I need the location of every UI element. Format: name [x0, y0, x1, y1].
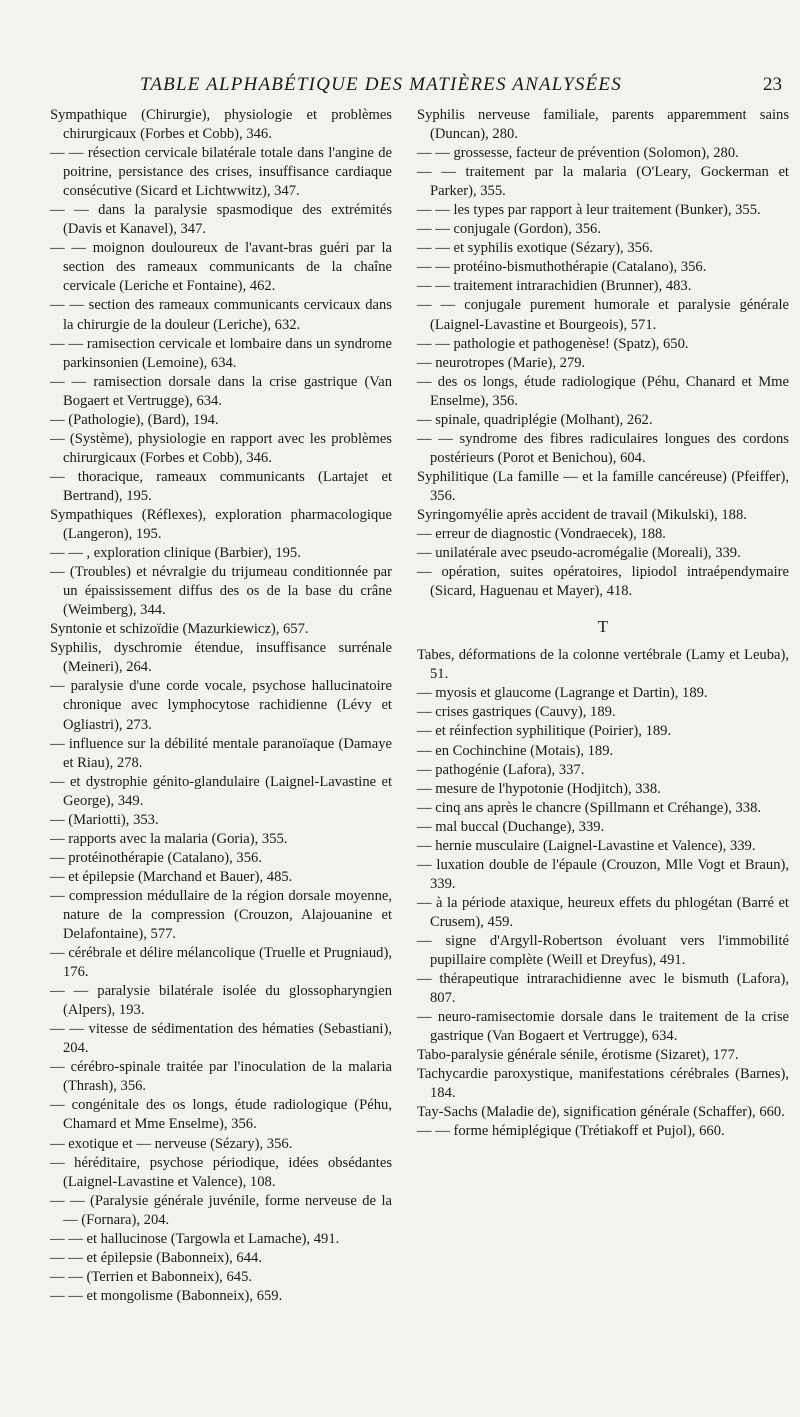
- index-entry: — — et mongolisme (Babonneix), 659.: [50, 1287, 283, 1304]
- index-entry: Syphilis nerveuse familiale, parents apparemment sains (Duncan), 280.: [417, 107, 789, 143]
- index-entry: — erreur de diagnostic (Vondraecek), 188.: [417, 526, 666, 543]
- right-column-entries-t: [417, 646, 789, 1141]
- index-entry: — congénitale des os longs, étude radiologique (Péhu, Chamard et Mme Enselme), 356.: [50, 1097, 392, 1133]
- left-column: [50, 106, 392, 1306]
- index-entry: — opération, suites opératoires, lipiodol intraépendymaire (Sicard, Haguenau et Mayer), 418.: [417, 564, 789, 600]
- index-entry: — luxation double de l'épaule (Crouzon, Mlle Vogt et Braun), 339.: [417, 856, 789, 892]
- index-entry: — — vitesse de sédimentation des hématies (Sebastiani), 204.: [50, 1021, 392, 1057]
- index-entry: — (Pathologie), (Bard), 194.: [50, 411, 219, 428]
- index-entry: — crises gastriques (Cauvy), 189.: [417, 704, 616, 721]
- index-entry: — cérébrale et délire mélancolique (Truelle et Prugniaud), 176.: [50, 945, 392, 981]
- index-entry: Syphilitique (La famille — et la famille cancéreuse) (Pfeiffer), 356.: [417, 468, 789, 504]
- index-entry: — — section des rameaux communicants cervicaux dans la chirurgie de la douleur (Leriche), 632.: [50, 297, 392, 333]
- index-entry: — protéinothérapie (Catalano), 356.: [50, 849, 262, 866]
- index-entry: — — (Paralysie générale juvénile, forme nerveuse de la — (Fornara), 204.: [50, 1192, 392, 1228]
- index-entry: — mesure de l'hypotonie (Hodjitch), 338.: [417, 780, 661, 797]
- index-entry: — — et épilepsie (Babonneix), 644.: [50, 1249, 262, 1266]
- index-entry: — (Mariotti), 353.: [50, 811, 159, 828]
- index-entry: — — traitement par la malaria (O'Leary, Gockerman et Parker), 355.: [417, 164, 789, 200]
- index-entry: — neuro-ramisectomie dorsale dans le traitement de la crise gastrique (Van Bogaert et Vertrugge), 634.: [417, 1009, 789, 1045]
- index-entry: — — forme hémiplégique (Trétiakoff et Pujol), 660.: [417, 1123, 725, 1140]
- page-number: 23: [763, 74, 782, 95]
- index-entry: — — et syphilis exotique (Sézary), 356.: [417, 240, 653, 257]
- index-entry: — influence sur la débilité mentale paranoïaque (Damaye et Riau), 278.: [50, 735, 392, 771]
- index-entry: — cinq ans après le chancre (Spillmann et Créhange), 338.: [417, 799, 762, 816]
- right-column: [417, 106, 789, 1141]
- index-entry: — (Troubles) et névralgie du trijumeau conditionnée par un épaississement diffus des os de la base du crâne (Weimberg), 344.: [50, 564, 392, 619]
- index-entry: — — moignon douloureux de l'avant-bras guéri par la section des rameaux communicants de la chaîne cervicale (Leriche et Fontaine), 462.: [50, 240, 392, 295]
- index-entry: — — dans la paralysie spasmodique des extrémités (Davis et Kanavel), 347.: [50, 202, 392, 238]
- index-entry: — signe d'Argyll-Robertson évoluant vers l'immobilité pupillaire complète (Weill et Dreyfus), 491.: [417, 932, 789, 969]
- index-entry: — en Cochinchine (Motais), 189.: [417, 742, 614, 759]
- index-entry: — thoracique, rameaux communicants (Lartajet et Bertrand), 195.: [50, 468, 392, 504]
- index-entry: — rapports avec la malaria (Goria), 355.: [50, 830, 288, 847]
- index-entry: — cérébro-spinale traitée par l'inoculation de la malaria (Thrash), 356.: [50, 1059, 392, 1095]
- index-entry: Sympathiques (Réflexes), exploration pharmacologique (Langeron), 195.: [50, 506, 392, 543]
- index-entry: — — grossesse, facteur de prévention (Solomon), 280.: [417, 145, 739, 162]
- index-entry: — paralysie d'une corde vocale, psychose hallucinatoire chronique avec lymphocytose rachidienne (Lévy et Ogliastri), 273.: [50, 678, 392, 733]
- index-entry: — — (Terrien et Babonneix), 645.: [50, 1268, 253, 1285]
- index-entry: — — ramisection cervicale et lombaire dans un syndrome parkinsonien (Lemoine), 634.: [50, 335, 392, 371]
- index-entry: — — et hallucinose (Targowla et Lamache), 491.: [50, 1230, 340, 1247]
- index-entry: — — protéino-bismuthothérapie (Catalano), 356.: [417, 259, 707, 276]
- page-header: [0, 74, 800, 98]
- index-entry: Tachycardie paroxystique, manifestations cérébrales (Barnes), 184.: [417, 1066, 789, 1102]
- index-entry: — spinale, quadriplégie (Molhant), 262.: [417, 411, 653, 428]
- index-entry: — — , exploration clinique (Barbier), 195.: [50, 545, 301, 562]
- index-entry: — hernie musculaire (Laignel-Lavastine et Valence), 339.: [417, 837, 756, 854]
- index-entry: — myosis et glaucome (Lagrange et Dartin), 189.: [417, 685, 708, 702]
- index-entry: Tay-Sachs (Maladie de), signification générale (Schaffer), 660.: [417, 1104, 785, 1121]
- index-entry: — et dystrophie génito-glandulaire (Laignel-Lavastine et George), 349.: [50, 773, 392, 809]
- index-entry: Tabes, déformations de la colonne vertébrale (Lamy et Leuba), 51.: [417, 647, 789, 683]
- index-entry: — — syndrome des fibres radiculaires longues des cordons postérieurs (Porot et Benichou), 604.: [417, 430, 789, 466]
- index-entry: Syphilis, dyschromie étendue, insuffisance surrénale (Meineri), 264.: [50, 640, 392, 676]
- index-entry: — — conjugale (Gordon), 356.: [417, 221, 602, 238]
- index-entry: — — résection cervicale bilatérale totale dans l'angine de poitrine, persistance des crises, insuffisance cardiaque consécutive (Sicard et Lichtwwitz), 347.: [50, 145, 392, 200]
- section-letter: T: [597, 617, 609, 637]
- index-entry: — — traitement intrarachidien (Brunner), 483.: [417, 278, 692, 295]
- index-entry: — à la période ataxique, heureux effets du phlogétan (Barré et Crusem), 459.: [417, 894, 789, 930]
- index-entry: — — les types par rapport à leur traitement (Bunker), 355.: [417, 202, 761, 219]
- index-entry: — exotique et — nerveuse (Sézary), 356.: [50, 1135, 293, 1152]
- index-entry: — (Système), physiologie en rapport avec les problèmes chirurgicaux (Forbes et Cobb), 346.: [50, 430, 392, 466]
- index-entry: — et épilepsie (Marchand et Bauer), 485.: [50, 868, 293, 885]
- index-entry: — et réinfection syphilitique (Poirier), 189.: [417, 723, 672, 740]
- index-entry: — — pathologie et pathogenèse! (Spatz), 650.: [417, 335, 689, 352]
- index-entry: — — paralysie bilatérale isolée du glossopharyngien (Alpers), 193.: [50, 983, 392, 1019]
- index-entry: — thérapeutique intrarachidienne avec le bismuth (Lafora), 807.: [417, 971, 789, 1007]
- index-entry: — pathogénie (Lafora), 337.: [417, 761, 585, 778]
- index-entry: Sympathique (Chirurgie), physiologie et problèmes chirurgicaux (Forbes et Cobb), 346.: [50, 107, 392, 143]
- index-entry: — des os longs, étude radiologique (Péhu, Chanard et Mme Enselme), 356.: [417, 373, 789, 409]
- index-entry: — compression médullaire de la région dorsale moyenne, nature de la compression (Crouzon, Alajouanine et Delafontaine), 577.: [50, 887, 392, 943]
- index-entry: Syringomyélie après accident de travail (Mikulski), 188.: [417, 506, 747, 523]
- running-title: TABLE ALPHABÉTIQUE DES MATIÈRES ANALYSÉES: [140, 74, 622, 95]
- index-entry: — neurotropes (Marie), 279.: [417, 354, 586, 371]
- right-column-entries-s: [417, 106, 789, 601]
- index-entry: — mal buccal (Duchange), 339.: [417, 818, 605, 835]
- index-entry: Tabo-paralysie générale sénile, érotisme (Sizaret), 177.: [417, 1047, 739, 1064]
- index-entry: Syntonie et schizoïdie (Mazurkiewicz), 657.: [50, 621, 309, 638]
- index-entry: — héréditaire, psychose périodique, idées obsédantes (Laignel-Lavastine et Valence), 108.: [50, 1154, 392, 1190]
- index-entry: — — conjugale purement humorale et paralysie générale (Laignel-Lavastine et Bourgeois), 571.: [417, 297, 789, 333]
- index-entry: — unilatérale avec pseudo-acromégalie (Moreali), 339.: [417, 545, 741, 562]
- index-entry: — — ramisection dorsale dans la crise gastrique (Van Bogaert et Vertrugge), 634.: [50, 373, 392, 409]
